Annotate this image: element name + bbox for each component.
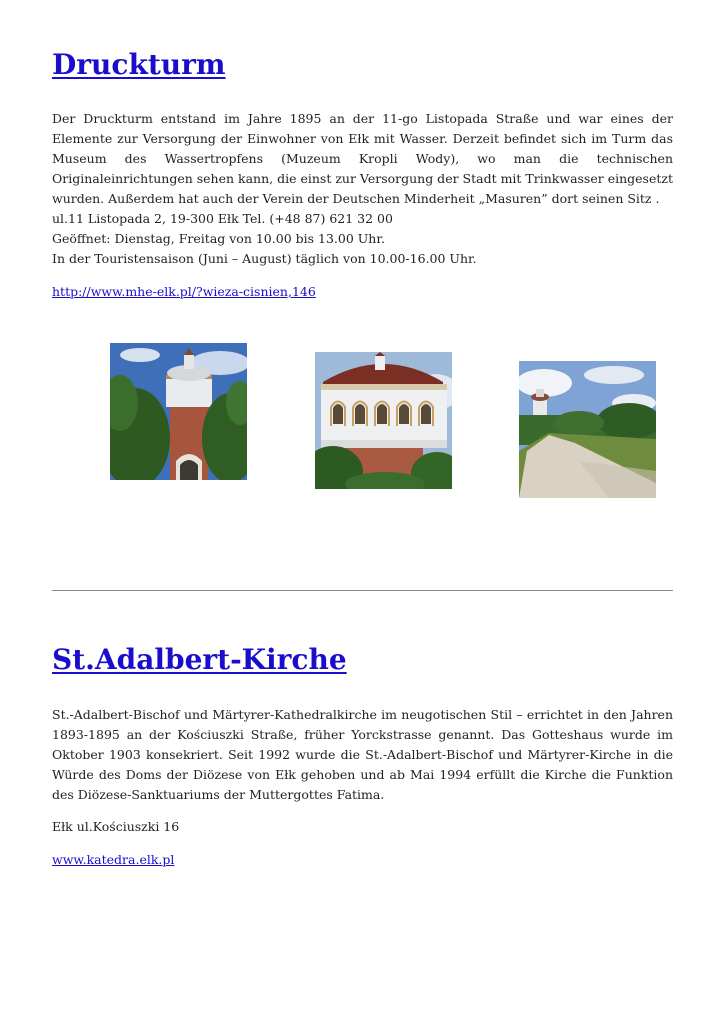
druckturm-photo-2[interactable] [315, 352, 452, 489]
druckturm-photo-1[interactable] [110, 343, 247, 480]
water-tower-closeup-image [315, 352, 452, 489]
adalbert-kirche-title-link[interactable]: St.Adalbert-Kirche [52, 643, 347, 676]
adalbert-kirche-website-link[interactable]: www.katedra.elk.pl [52, 852, 175, 867]
section-title-druckturm [52, 48, 226, 82]
tower-road-landscape-image [519, 361, 656, 498]
adalbert-kirche-description: St.-Adalbert-Bischof und Märtyrer-Kathedralkirche im neugotischen Stil – errichtet in den Jahren 1893-1895 an der Kościuszki Straße, früher Yorckstrasse genannt. Das Gotteshaus wurde im Oktober 1903 konsekriert. Seit 1992 wurde die St.-Adalbert-Bischof und Märtyrer-Kirche in die Würde des Doms der Diözese von Ełk gehoben und ab Mai 1994 erfüllt die Kirche die Funktion des Diözese-Sanktuariums der Muttergottes Fatima. [52, 707, 673, 802]
druckturm-description: Der Druckturm entstand im Jahre 1895 an der 11-go Listopada Straße und war eines der Elemente zur Versorgung der Einwohner von Ełk mit Wasser. Derzeit befindet sich im Turm das Museum des Wassertropfens (Muzeum Kropli Wody), wo man die technischen Originaleinrichtungen sehen kann, die einst zur Versorgung der Stadt mit Trinkwasser eingesetzt wurden. Außerdem hat auch der Verein der Deutschen Minderheit „Masuren” dort seinen Sitz . [52, 111, 673, 206]
druckturm-opening-hours: Geöffnet: Dienstag, Freitag von 10.00 bis 13.00 Uhr. [52, 231, 385, 246]
druckturm-photo-3[interactable] [519, 361, 656, 498]
druckturm-address: ul.11 Listopada 2, 19-300 Ełk Tel. (+48 87) 621 32 00 [52, 211, 393, 226]
druckturm-title-link[interactable]: Druckturm [52, 48, 226, 81]
water-tower-photo-image [110, 343, 247, 480]
druckturm-description-block [52, 109, 673, 269]
section-divider [52, 590, 673, 591]
section-title-adalbert-kirche [52, 643, 347, 677]
druckturm-website-link[interactable]: http://www.mhe-elk.pl/?wieza-cisnien,146 [52, 284, 316, 299]
adalbert-kirche-address: Ełk ul.Kościuszki 16 [52, 819, 180, 834]
druckturm-season-hours: In der Touristensaison (Juni – August) täglich von 10.00-16.00 Uhr. [52, 251, 477, 266]
